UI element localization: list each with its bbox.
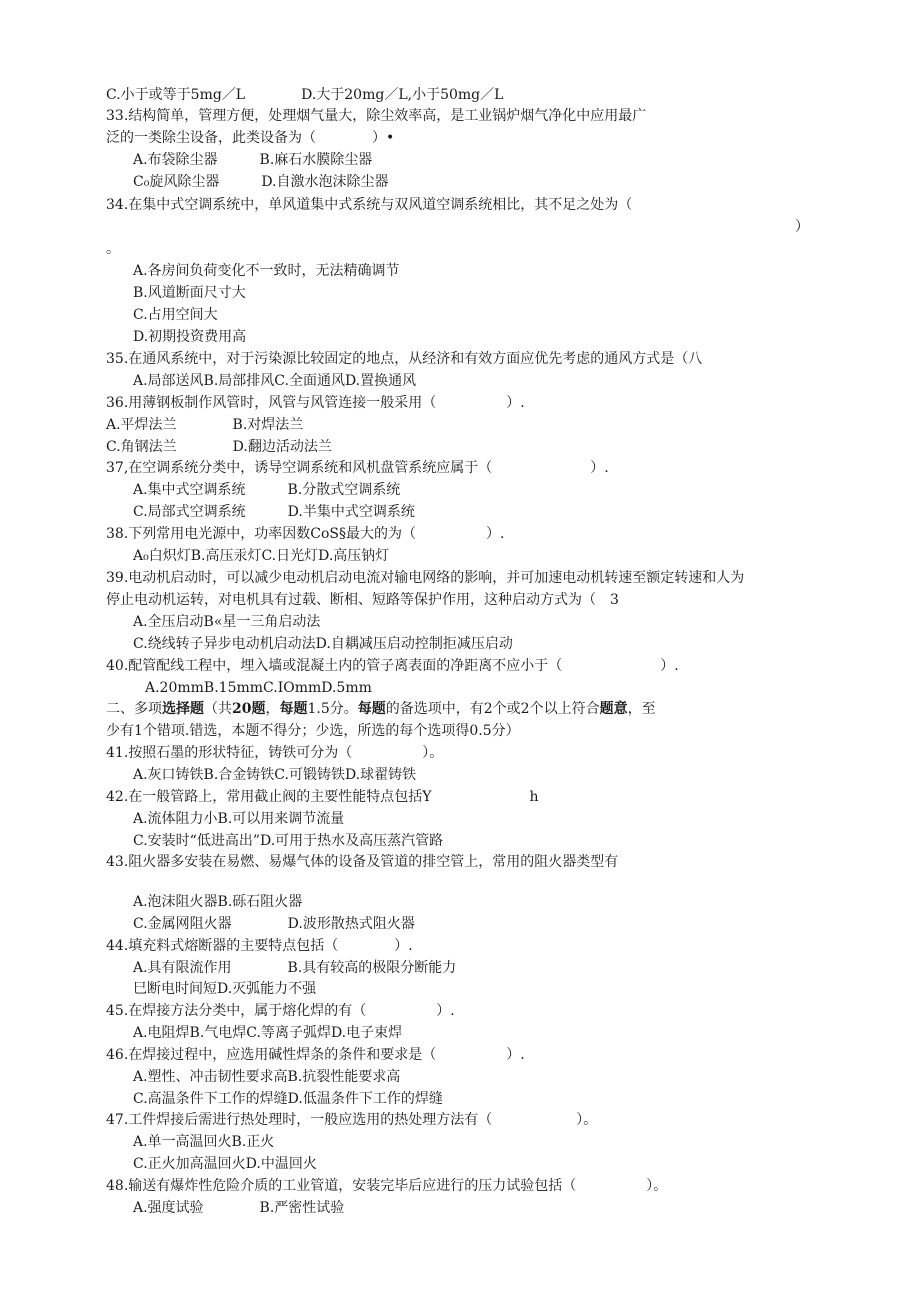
option-line: A₀白炽灯B.高压汞灯C.日光灯D.高压钠灯 (133, 548, 390, 564)
option-line: A.泡沫阻火器B.砾石阻火器 (133, 894, 303, 910)
option-line: C.正火加高温回火D.中温回火 (133, 1156, 317, 1172)
option-line: A.布袋除尘器 B.麻石水膜除尘器 (133, 152, 373, 168)
question-41: 41.按照石墨的形状特征，铸铁可分为（ ）。 (106, 745, 444, 761)
question-33: 33.结构简单，管理方便，处理烟气量大，除尘效率高，是工业锅炉烟气净化中应用最广 (106, 108, 647, 124)
option-line: C.金属网阻火器 D.波形散热式阻火器 (133, 916, 415, 932)
question-40: 40.配管配线工程中，埋入墙或混凝土内的管子离表面的净距离不应小于（ ）. (106, 658, 679, 674)
option-line: A.塑性、冲击韧性要求高B.抗裂性能要求高 (133, 1069, 401, 1085)
text-line: 。 (106, 241, 120, 257)
option-line: 巳断电时间短D.灭弧能力不强 (133, 981, 317, 997)
option-line: C.占用空间大 (133, 307, 218, 323)
option-line: C.安装时“低进高出”D.可用于热水及高压蒸汽管路 (133, 833, 444, 849)
question-43: 43.阻火器多安装在易燃、易爆气体的设备及管道的排空管上，常用的阻火器类型有 (106, 854, 619, 870)
option-line: C.局部式空调系统 D.半集中式空调系统 (133, 504, 415, 520)
option-line: A.集中式空调系统 B.分散式空调系统 (133, 482, 401, 498)
question-47: 47.工件焊接后需进行热处理时，一般应选用的热处理方法有（ ）。 (106, 1112, 598, 1128)
option-line: A.20mmB.15mmC.IOmmD.5mm (145, 680, 372, 696)
text-line: ） (795, 219, 809, 235)
option-line: B.风道断面尺寸大 (133, 285, 246, 301)
option-line: A.具有限流作用 B.具有较高的极限分断能力 (133, 960, 457, 976)
option-line: A.电阻焊B.气电焊C.等离子弧焊D.电子束焊 (133, 1025, 403, 1041)
question-39: 39.电动机启动时，可以减少电动机启动电流对输电网络的影响，并可加速电动机转速至额定转速和人为 (106, 570, 745, 586)
question-45: 45.在焊接方法分类中，属于熔化焊的有（ ）. (106, 1003, 455, 1019)
option-line: C.角钢法兰 D.翻边活动法兰 (106, 439, 332, 455)
text-line: 停止电动机运转，对电机具有过载、断相、短路等保护作用，这种启动方式为（ 3 (106, 592, 619, 608)
section-two-instructions: 少有1个错项.错选，本题不得分；少选，所选的每个选项得0.5分） (106, 723, 520, 739)
question-48: 48.输送有爆炸性危险介质的工业管道，安装完毕后应进行的压力试验包括（ ）。 (106, 1178, 668, 1194)
option-line: A.各房间负荷变化不一致时，无法精确调节 (133, 263, 400, 279)
text-line: C.小于或等于5mg／L D.大于20mg／L,小于50mg／L (106, 87, 504, 103)
option-line: A.局部送风B.局部排风C.全面通风D.置换通风 (133, 373, 417, 389)
option-line: C.绕线转子异步电动机启动法D.自耦减压启动控制拒减压启动 (133, 636, 513, 652)
option-line: C.高温条件下工作的焊缝D.低温条件下工作的焊缝 (133, 1091, 443, 1107)
question-38: 38.下列常用电光源中，功率因数CoS§最大的为（ ）. (106, 526, 505, 542)
option-line: A.全压启动B«星一三角启动法 (133, 614, 321, 630)
option-line: A.单一高温回火B.正火 (133, 1134, 275, 1150)
option-line: A.强度试验 B.严密性试验 (133, 1200, 345, 1216)
question-36: 36.用薄钢板制作风管时，风管与风管连接一般采用（ ）. (106, 395, 525, 411)
option-line: A.平焊法兰 B.对焊法兰 (106, 417, 304, 433)
question-35: 35.在通风系统中，对于污染源比较固定的地点，从经济和有效方面应优先考虑的通风方式是（八 (106, 351, 703, 367)
question-37: 37,在空调系统分类中，诱导空调系统和风机盘管系统应属于（ ）. (106, 460, 609, 476)
option-line: D.初期投资费用高 (133, 329, 247, 345)
option-line: A.流体阻力小B.可以用来调节流量 (133, 811, 345, 827)
question-46: 46.在焊接过程中，应选用碱性焊条的条件和要求是（ ）. (106, 1047, 525, 1063)
text-line: 泛的一类除尘设备，此类设备为（ ）• (106, 130, 395, 146)
section-two-heading: 二、多项选择题（共20题，每题1.5分。每题的备选项中，有2个或2个以上符合题意，至 (106, 701, 656, 717)
question-42: 42.在一般管路上，常用截止阀的主要性能特点包括Y h (106, 789, 539, 805)
option-line: A.灰口铸铁B.合金铸铁C.可锻铸铁D.球翟铸铁 (133, 767, 417, 783)
option-line: C₀旋风除尘器 D.自激水泡沫除尘器 (133, 174, 389, 190)
question-44: 44.填充料式熔断器的主要特点包括（ ）. (106, 938, 413, 954)
question-34: 34.在集中式空调系统中，单风道集中式系统与双风道空调系统相比，其不足之处为（ (106, 197, 633, 213)
